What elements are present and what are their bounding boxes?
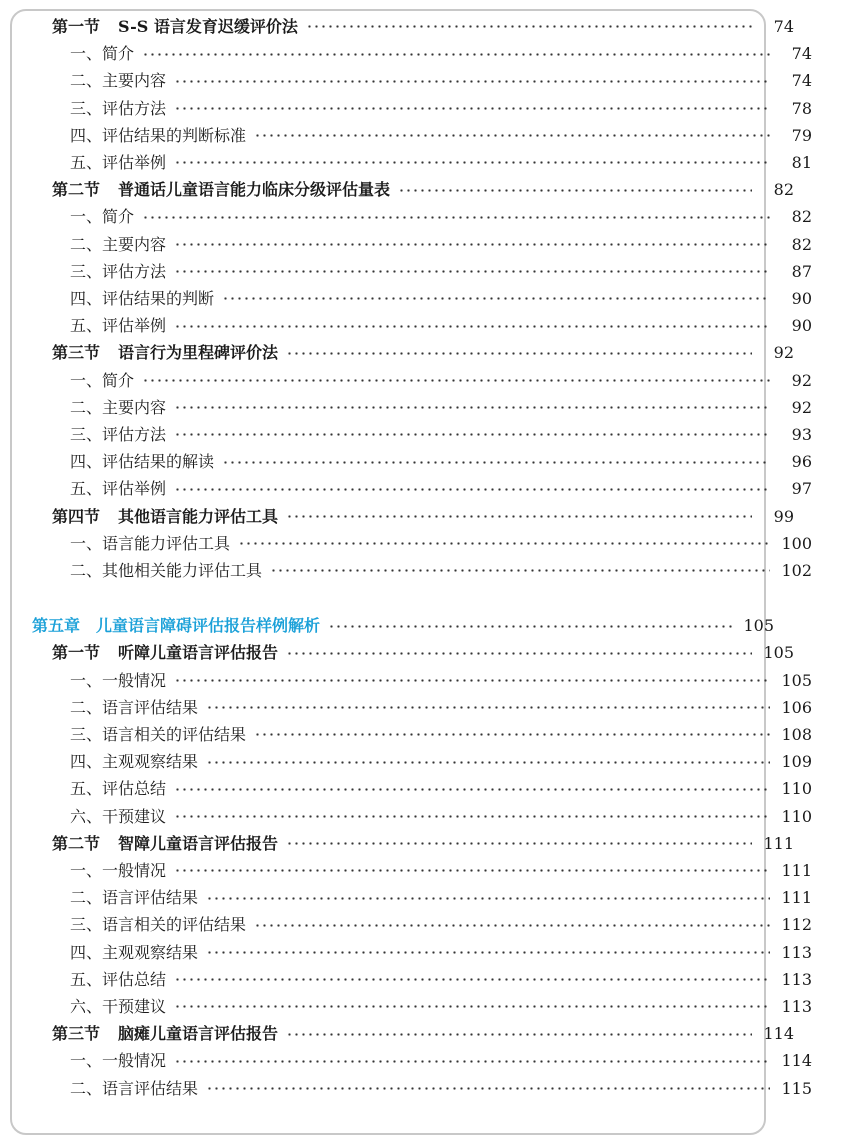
toc-page-number: 92 — [791, 370, 812, 390]
toc-entry-title: 一、简介 — [70, 207, 135, 227]
toc-section-number: 第三节 — [52, 1024, 101, 1044]
toc-entry-title: 四、评估结果的判断 — [70, 288, 215, 308]
toc-entry-label — [70, 806, 167, 826]
leader-dots — [174, 68, 770, 95]
toc-entry-title: 三、评估方法 — [70, 261, 167, 281]
toc-page-number: 81 — [791, 152, 812, 172]
toc-entry-label — [70, 670, 167, 690]
leader-dots — [206, 885, 770, 912]
leader-dots — [174, 258, 770, 285]
toc-page-number: 92 — [773, 343, 794, 363]
toc-entry-label — [70, 1078, 199, 1098]
toc-section-title: 语言行为里程碑评价法 — [118, 343, 279, 363]
toc-entry-title: 一、简介 — [70, 370, 135, 390]
toc-page-number: 110 — [781, 779, 812, 799]
leader-dots — [286, 340, 752, 367]
toc-item-row[interactable] — [0, 149, 860, 176]
toc-page-number: 115 — [781, 1078, 812, 1098]
toc-section-title: 脑瘫儿童语言评估报告 — [118, 1024, 279, 1044]
toc-entry-label — [70, 890, 198, 906]
leader-dots — [238, 530, 770, 557]
leader-dots — [222, 285, 770, 312]
leader-dots — [174, 966, 770, 993]
toc-page-number: 74 — [791, 44, 812, 64]
toc-entry-label — [52, 345, 278, 361]
toc-entry-label — [52, 645, 278, 661]
toc-entry-title: 五、评估举例 — [70, 152, 167, 172]
toc-section-number: 第三节 — [52, 343, 101, 363]
toc-section-number: 第二节 — [52, 180, 101, 200]
toc-page-number: 111 — [781, 888, 812, 908]
toc-entry-title: 二、其他相关能力评估工具 — [70, 560, 263, 580]
toc-page-number: 112 — [781, 915, 812, 935]
toc-entry-label — [52, 506, 279, 526]
toc-section-title: 智障儿童语言评估报告 — [118, 833, 279, 853]
toc-item-row[interactable] — [0, 667, 860, 694]
leader-dots — [174, 313, 770, 340]
toc-page-number: 87 — [791, 261, 812, 281]
toc-page-number: 99 — [773, 506, 794, 526]
toc-entry-label — [70, 318, 166, 334]
toc-page-number: 111 — [781, 860, 812, 880]
toc-item-row[interactable] — [0, 1075, 860, 1102]
toc-entry-label — [70, 73, 166, 89]
leader-dots — [174, 149, 770, 176]
toc-entry-label — [70, 209, 134, 225]
leader-dots — [174, 476, 770, 503]
leader-dots — [174, 667, 770, 694]
leader-dots — [328, 613, 732, 640]
toc-item-row[interactable] — [0, 421, 860, 448]
toc-page-number: 93 — [791, 424, 812, 444]
leader-dots — [174, 95, 770, 122]
toc-page-number: 111 — [763, 833, 794, 853]
leader-dots — [174, 231, 770, 258]
toc-entry-title: 二、主要内容 — [70, 234, 167, 254]
toc-item-row[interactable] — [0, 749, 860, 776]
toc-item-row[interactable] — [0, 803, 860, 830]
leader-dots — [286, 1021, 752, 1048]
toc-page-number: 102 — [781, 560, 812, 580]
toc-item-row[interactable] — [0, 993, 860, 1020]
leader-dots — [174, 776, 770, 803]
toc-page-number: 97 — [791, 479, 812, 499]
toc-entry-title: 二、语言评估结果 — [70, 697, 199, 717]
toc-item-row[interactable] — [0, 285, 860, 312]
toc-item-row[interactable] — [0, 258, 860, 285]
leader-dots — [286, 640, 752, 667]
leader-dots — [206, 749, 770, 776]
toc-section-number: 第一节 — [52, 643, 101, 663]
toc-page-number: 114 — [763, 1024, 794, 1044]
toc-entry-title: 四、主观观察结果 — [70, 942, 199, 962]
toc-page-number: 82 — [773, 180, 794, 200]
toc-page-number: 114 — [781, 1051, 812, 1071]
toc-entry-title: 三、评估方法 — [70, 98, 167, 118]
toc-page-number: 113 — [781, 996, 812, 1016]
toc-entry-label — [70, 754, 198, 770]
toc-entry-label — [70, 860, 167, 880]
toc-entry-label — [70, 98, 167, 118]
toc-item-row[interactable] — [0, 776, 860, 803]
toc-item-row[interactable] — [0, 912, 860, 939]
toc-entry-label — [70, 454, 214, 470]
toc-entry-title: 六、干预建议 — [70, 806, 167, 826]
toc-item-row[interactable] — [0, 557, 860, 584]
toc-page-number: 108 — [781, 724, 812, 744]
toc-entry-label — [70, 397, 167, 417]
toc-section-title: S-S 语言发育迟缓评价法 — [118, 16, 298, 36]
toc-entry-label — [70, 152, 167, 172]
leader-dots — [398, 177, 752, 204]
toc-page-number: 78 — [791, 98, 812, 118]
toc-item-row[interactable] — [0, 394, 860, 421]
toc-item-row[interactable] — [0, 721, 860, 748]
leader-dots — [206, 694, 770, 721]
leader-dots — [206, 939, 770, 966]
toc-section-row[interactable] — [0, 503, 842, 530]
toc-entry-title: 二、语言评估结果 — [70, 1078, 199, 1098]
leader-dots — [174, 993, 770, 1020]
leader-dots — [206, 1075, 770, 1102]
leader-dots — [174, 421, 770, 448]
toc-entry-label — [70, 697, 199, 717]
toc-section-row[interactable] — [0, 640, 842, 667]
toc-entry-label — [70, 46, 134, 62]
toc-page-number: 92 — [791, 397, 812, 417]
toc-entry-title: 四、评估结果的解读 — [70, 452, 215, 472]
toc-page-number: 105 — [781, 670, 812, 690]
toc-entry-title: 一、一般情况 — [70, 670, 167, 690]
toc-entry-label — [70, 533, 231, 553]
toc-entry-label — [70, 1053, 166, 1069]
toc-section-title: 其他语言能力评估工具 — [118, 506, 279, 526]
leader-dots — [254, 721, 770, 748]
leader-dots — [142, 204, 770, 231]
toc-section-row[interactable] — [0, 340, 842, 367]
toc-section-number: 第二节 — [52, 833, 101, 853]
leader-dots — [174, 1048, 770, 1075]
toc-entry-title: 一、简介 — [70, 44, 135, 64]
toc-entry-title: 一、一般情况 — [70, 860, 167, 880]
toc-page-number: 113 — [781, 942, 812, 962]
toc-item-row[interactable] — [0, 530, 860, 557]
toc-page-number: 110 — [781, 806, 812, 826]
toc-item-row[interactable] — [0, 231, 860, 258]
toc-entry-label — [70, 288, 215, 308]
toc-page-number: 106 — [781, 697, 812, 717]
toc-section-number: 第四节 — [52, 506, 101, 526]
toc-page-number: 90 — [791, 288, 812, 308]
toc-entry-title: 二、主要内容 — [70, 71, 167, 91]
leader-dots — [254, 912, 770, 939]
toc-item-row[interactable] — [0, 204, 860, 231]
toc-entry-label — [70, 261, 167, 281]
toc-page-number: 100 — [781, 533, 812, 553]
toc-item-row[interactable] — [0, 41, 860, 68]
toc-section-row[interactable] — [0, 13, 842, 40]
toc-section-row[interactable] — [0, 830, 842, 857]
leader-dots — [306, 13, 752, 40]
toc-entry-title: 一、一般情况 — [70, 1051, 167, 1071]
toc-entry-label — [70, 560, 263, 580]
toc-chapter-row[interactable] — [0, 613, 822, 640]
toc-entry-title: 一、语言能力评估工具 — [70, 533, 231, 553]
toc-item-row[interactable] — [0, 68, 860, 95]
toc-page-number: 96 — [791, 452, 812, 472]
toc-entry-title: 三、语言相关的评估结果 — [70, 724, 247, 744]
toc-page-number: 74 — [791, 71, 812, 91]
toc-entry-label — [70, 234, 167, 254]
toc-section-title: 听障儿童语言评估报告 — [118, 643, 279, 663]
toc-page-number: 79 — [791, 125, 812, 145]
toc-item-row[interactable] — [0, 476, 860, 503]
toc-entry-label — [70, 724, 247, 744]
toc-entry-title: 五、评估举例 — [70, 316, 167, 336]
leader-dots — [222, 449, 770, 476]
toc-entry-label — [52, 1026, 278, 1042]
toc-entry-label — [70, 917, 246, 933]
toc-page-number: 105 — [763, 643, 794, 663]
toc-entry-label — [70, 370, 135, 390]
leader-dots — [142, 41, 770, 68]
toc-entry-label — [70, 781, 166, 797]
toc-page-number: 82 — [791, 234, 812, 254]
toc-item-row[interactable] — [0, 122, 860, 149]
toc-section-row[interactable] — [0, 1021, 842, 1048]
toc-entry-title: 五、评估总结 — [70, 779, 167, 799]
toc-entry-label — [52, 16, 298, 36]
leader-dots — [286, 503, 752, 530]
toc-entry-title: 二、语言评估结果 — [70, 888, 199, 908]
toc-page-number: 82 — [791, 207, 812, 227]
toc-section-title: 普通话儿童语言能力临床分级评估量表 — [118, 180, 391, 200]
toc-page-number: 109 — [781, 752, 812, 772]
toc-entry-label — [70, 996, 167, 1016]
toc-entry-label — [32, 618, 320, 634]
toc-section-row[interactable] — [0, 177, 842, 204]
toc-entry-label — [52, 182, 390, 198]
toc-page-number: 74 — [773, 16, 794, 36]
toc-chapter-title: 儿童语言障碍评估报告样例解析 — [96, 616, 321, 636]
toc-item-row[interactable] — [0, 1048, 860, 1075]
leader-dots — [270, 557, 770, 584]
toc-entry-title: 三、评估方法 — [70, 424, 167, 444]
toc-entry-title: 四、评估结果的判断标准 — [70, 125, 247, 145]
toc-entry-title: 六、干预建议 — [70, 996, 167, 1016]
toc-item-row[interactable] — [0, 95, 860, 122]
leader-dots — [174, 803, 770, 830]
toc-item-row[interactable] — [0, 885, 860, 912]
toc-chapter-number: 第五章 — [32, 616, 81, 636]
leader-dots — [254, 122, 770, 149]
toc-item-row[interactable] — [0, 313, 860, 340]
toc-entry-label — [70, 481, 166, 497]
toc-entry-title: 五、评估举例 — [70, 479, 167, 499]
toc-entry-title: 二、主要内容 — [70, 397, 167, 417]
toc-item-row[interactable] — [0, 857, 860, 884]
toc-entry-label — [70, 424, 167, 444]
toc-page-number: 113 — [781, 969, 812, 989]
toc-entry-title: 五、评估总结 — [70, 969, 167, 989]
toc-page-number: 105 — [743, 616, 774, 636]
toc-item-row[interactable] — [0, 449, 860, 476]
toc-item-row[interactable] — [0, 939, 860, 966]
leader-dots — [142, 367, 770, 394]
toc-page-number: 90 — [791, 316, 812, 336]
toc-entry-label — [70, 942, 199, 962]
toc-item-row[interactable] — [0, 694, 860, 721]
toc-item-row[interactable] — [0, 367, 860, 394]
toc-entry-label — [52, 833, 279, 853]
toc-section-number: 第一节 — [52, 16, 101, 36]
toc-entry-title: 四、主观观察结果 — [70, 752, 199, 772]
toc-entry-label — [70, 125, 247, 145]
leader-dots — [286, 830, 752, 857]
toc-entry-label — [70, 969, 167, 989]
leader-dots — [174, 394, 770, 421]
toc-entry-title: 三、语言相关的评估结果 — [70, 915, 247, 935]
leader-dots — [174, 857, 770, 884]
toc-item-row[interactable] — [0, 966, 860, 993]
